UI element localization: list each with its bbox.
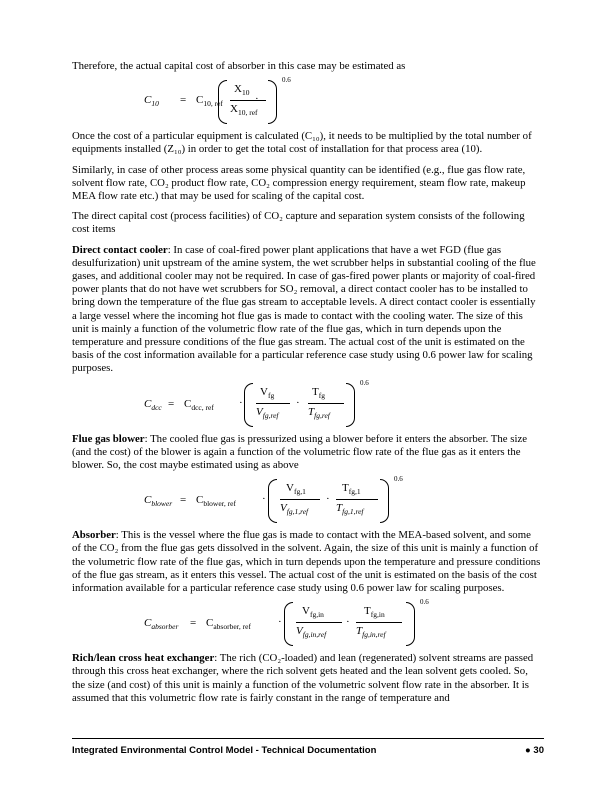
eq-exponent: 0.6	[282, 76, 291, 85]
eq-right-paren	[268, 80, 277, 124]
direct-cost-paragraph: The direct capital cost (process facilities) of CO₂ capture and separation system consists of the following cost items	[72, 210, 525, 236]
once-paragraph: Once the cost of a particular equipment is calculated (C₁₀), it needs to be multiplied by the total number of equipments installed (Z₁₀) in order to get the total cost of installation for that process area (10).	[72, 130, 532, 156]
page-number: ● 30	[525, 745, 544, 756]
blower-paragraph: Flue gas blower: The cooled flue gas is pressurized using a blower before it enters the absorber. The size (and the cost) of the blower is again a function of the volumetric flow rate of the flue gas as it enters the blower. So, the cost maybe estimated using as above	[72, 432, 528, 472]
similarly-paragraph: Similarly, in case of other process areas some physical quantity can be identified (e.g., flue gas flow rate, solvent flow rate, CO₂ product flow rate, CO₂ compression energy requirement, steam flow rate, makeup MEA flow rate etc.) that may be used for scaling of the capital cost.	[72, 163, 526, 203]
dcc-paragraph: Direct contact cooler: In case of coal-fired power plant applications that have a wet FGD (flue gas desulfurization) unit upstream of the amine system, the wet scrubber helps in substantial cooling of the flue gases, and additional cooler may not be required. In case of gas-fired power plants or majority of coal-fired power plants that do not have wet scrubbers for SO₂ removal, a direct contact cooler has to be installed to bring down the temperature of the flue gas stream to acceptable levels. A direct contact cooler is essentially a large vessel where the incoming hot flue gas is made to contact with the cooling water. The size of this unit is mainly a function of the volumetric flow rate of the flue gas, which in turn depends upon the temperature and pressure conditions of the flue gas stream. The actual cost of the unit is estimated on the basis of the cost information available for a particular reference case study using 0.6 power law for scaling purposes.	[72, 243, 536, 375]
eq-left-paren	[218, 80, 227, 124]
absorber-heading: Absorber	[72, 529, 116, 542]
eq-denominator: $X_{10, ref}$	[230, 103, 258, 118]
eq-lhs: $C_{10}$	[144, 94, 159, 109]
page-footer	[72, 738, 544, 756]
intro-paragraph: Therefore, the actual capital cost of absorber in this case may be estimated as	[72, 60, 406, 72]
equation-c10: $C_{10}$ = $C_{10, ref}$ · $X_{10}$ $X_{10, ref}$ 0.6	[72, 80, 542, 124]
heat-exchanger-paragraph: Rich/lean cross heat exchanger: The rich (CO₂-loaded) and lean (regenerated) solvent streams are passed through this cross heat exchanger, where the rich solvent gets heated and the lean solvent gets cooled. So, the size (and cost) of this unit is mainly a function of the volumetric solvent flow rate in the absorber. It is assumed that this volumetric flow rate is fairly constant in the range of temperature and	[72, 652, 534, 704]
eq-numerator: $X_{10}$	[234, 83, 250, 98]
eq-ref-cost: $C_{10, ref}$	[196, 94, 223, 109]
heat-exchanger-heading: Rich/lean cross heat exchanger	[72, 652, 215, 665]
page-content	[72, 60, 542, 712]
equation-dcc: $C_{dcc}$ = $C_{dcc, ref}$ · $V_{fg}$ $V_{fg,ref}$ · $T_{fg}$ $T_{fg,ref}$ 0.6	[72, 383, 542, 427]
equation-blower: $C_{blower}$ = $C_{blower, ref}$ · $V_{fg,1}$ $V_{fg,1,ref}$ · $T_{fg,1}$ $T_{fg,1,ref}$ 0.6	[72, 479, 542, 523]
dcc-heading: Direct contact cooler	[72, 243, 168, 256]
footer-title: Integrated Environmental Control Model - Technical Documentation	[72, 745, 377, 756]
blower-heading: Flue gas blower	[72, 432, 145, 445]
absorber-paragraph: Absorber: This is the vessel where the flue gas is made to contact with the MEA-based solvent, and some of the CO₂ from the flue gas gets dissolved in the solvent. Again, the size of this unit is mainly a function of the volumetric flow rate of the flue gas, which in turn depends upon the temperature and pressure conditions of the flue gas stream, as it enters this vessel. The actual cost of the unit is estimated on the basis of the cost information available for a particular reference case study using 0.6 power law for scaling purposes.	[72, 529, 541, 595]
eq-equals: =	[180, 94, 187, 107]
equation-absorber: $C_{absorber}$ = $C_{absorber, ref}$ · $V_{fg,in}$ $V_{fg,in,ref}$ · $T_{fg,in}$ $T_{fg,in,ref}$ 0.6	[72, 602, 542, 646]
